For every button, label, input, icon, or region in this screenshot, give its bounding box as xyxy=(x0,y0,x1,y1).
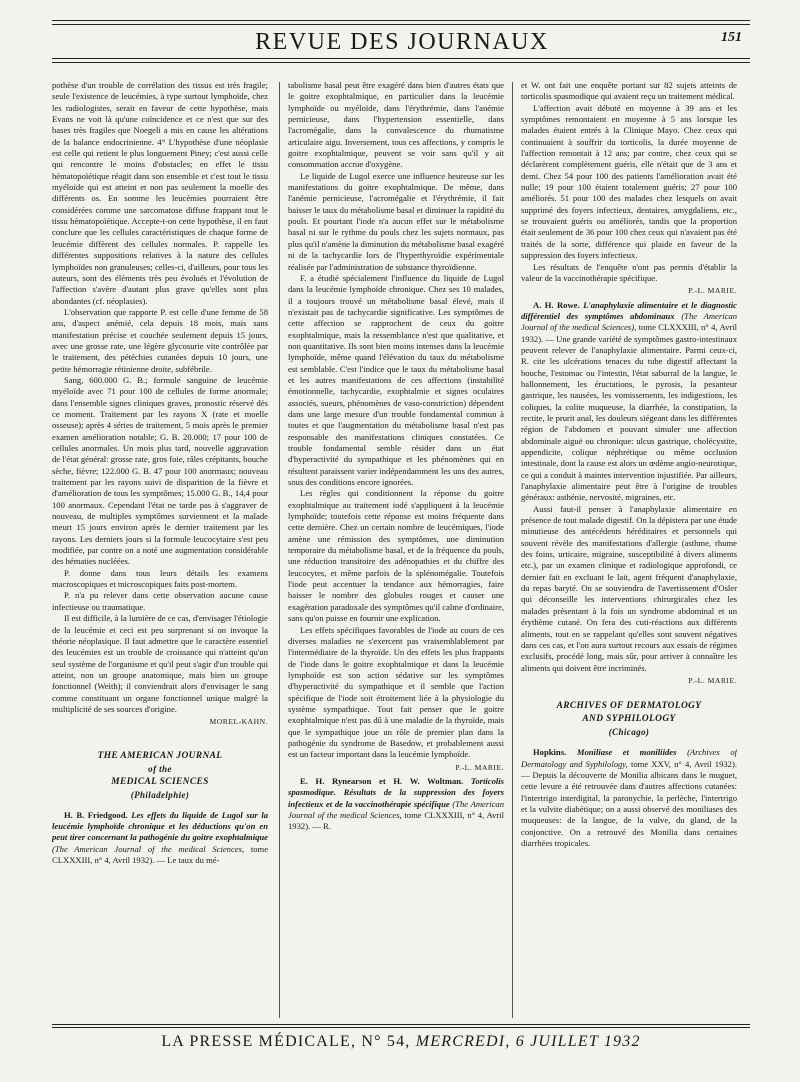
column-2 xyxy=(288,80,504,1016)
page-header xyxy=(52,18,750,64)
author-signature: P.-L. MARIE. xyxy=(688,675,737,685)
page-footer xyxy=(52,1024,750,1058)
article-reference: (Archives of Dermatology and Syphilology, xyxy=(521,747,737,769)
paragraph: L'observation que rapporte P. est celle d'une femme de 58 ans, d'aspect anémié, cela depuis 18 mois, mais sans manifestation précise et couchée seulement depuis 15 jours, avec une grosse rate, une légère glycosurie vite contrôlée par le traitement, des pétéchies cutanées depuis 10 jours, une petite hémorragie rétinienne droite, subfébrile. xyxy=(52,306,268,374)
journal-heading xyxy=(52,750,268,802)
paragraph: Le liquide de Lugol exerce une influence heureuse sur les manifestations du goitre exophtalmique. De même, dans l'anémie pernicieuse, l'acromégalie et l'érythrémie, il fait baisser le taux du métabolisme basal et diminuer la rapidité du pouls. Et pourtant l'iode n'a aucun effet sur le métabolisme basal ni sur le rythme du pouls chez les sujets normaux, pas plus qu'il n'amène la diminution du métabolisme basal exagéré ni de la tachycardie lors de l'hyperthyroïdie expérimentale réalisée par l'administration de substance thyroïdienne. xyxy=(288,170,504,272)
section-title: REVUE DES JOURNAUX xyxy=(255,29,549,55)
paragraph: et W. ont fait une enquête portant sur 82 sujets atteints de torticolis spasmodique qui avaient reçu un traitement médical. xyxy=(521,80,737,102)
article-title: Moniliase et moniliides xyxy=(576,747,677,758)
journal-heading-line: of the xyxy=(148,763,172,774)
article-text: tome CLXXXIII, n° 4, Avril 1932). — Une grande variété de symptômes gastro-intestinaux peuvent relever de l'anaphylaxie alimentaire. Parmi ceux-ci, R. cite les ulcérations tenaces du tube digestif affectant la bouche, l'estomac ou l'intestin, l'état saburral de la langue, le ballonnement, les éructations, le pyrosis, la pesanteur gastrique, les nausées, les vomissements, les indigestions, les coliques, la colite muqueuse, la diarrhée, la constipation, la rectite, le prurit anal, les douleurs siégeant dans les différentes région de l'abdomen et pouvant simuler une affection abdominale aiguë ou chronique: ulcus gastrique, cholécystite, appendicite, colique néphrétique ou même occlusion intestinale, dont la cause est alors un œdème angio-neurotique, ce qui a conduit à maintes intervention injustifiée. Par ailleurs, l'anaphylaxie alimentaire peut être à l'origine de troubles généraux: asthénie, nervosité, migraines, etc. xyxy=(521,322,737,503)
article-title: Les effets du liquide de Lugol sur la leucémie lymphoïde chronique et les déductions qu'on en peut tirer concernant la pathogénie du goitre exophtalmique xyxy=(52,809,268,843)
header-rule-bottom-thin xyxy=(52,58,750,59)
article-abstract xyxy=(521,300,737,504)
journal-heading-line: AND SYPHILOLOGY xyxy=(582,714,676,725)
footer-rule-thin xyxy=(52,1027,750,1028)
author-signature: MOREL-KAHN. xyxy=(209,717,268,727)
article-reference: (The American Journal of the medical Sciences), xyxy=(521,310,737,333)
column-3 xyxy=(521,80,737,1016)
journal-heading-line: THE AMERICAN JOURNAL xyxy=(97,750,223,761)
article-author: Hopkins. xyxy=(533,747,567,758)
author-signature: P.-L. MARIE. xyxy=(455,762,504,772)
page-number: 151 xyxy=(721,30,742,45)
header-rule-top-thin xyxy=(52,24,750,25)
article-abstract xyxy=(52,810,268,867)
article-author: A. H. Rowe. xyxy=(533,299,580,310)
column-1 xyxy=(52,80,268,1016)
paragraph: Aussi faut-il penser à l'anaphylaxie alimentaire en présence de tout malade digestif. On la dépistera par une étude minutieuse des antécédents héréditaires et personnels qui souvent révèle des manifestations d'allergie (asthme, rhume des foins, urticaire, migraine, susceptibilité à divers aliments etc.), par un examen clinique et radiologique approfondi, ce dernier fait en excluant le lait, agent fréquent d'anaphylaxie, du repas baryté. On se souviendra de l'avertissement d'Osler qui déconseille les interventions chirurgicales chez les malades présentant à la fois un syndrome abdominal et un érythème cutané. On fera des cuti-réactions aux différents aliments, tout en se rappelant qu'elles sont souvent négatives dans ces cas, et l'on aura surtout recours aux essais de régimes exclusifs, procédé long, mais sûr, pour arriver à connaître les aliments qui doivent être incriminés. xyxy=(521,503,737,673)
article-abstract xyxy=(288,776,504,833)
journal-heading xyxy=(521,700,737,739)
article-reference: (The American Journal of the medical Sciences, xyxy=(52,843,245,854)
paragraph: F. a étudié spécialement l'influence du liquide de Lugol dans la leucémie lymphoïde chronique. Chez ses 10 malades, il a toujours trouvé un métabolisme basal élevé, mais il n'existait pas de tachycardie significative. Les symptômes de cette affection se rapprochent de ceux du goitre exophtalmique, mais la ressemblance n'est que qualitative, et non quantitative. Ils sont bien moins intenses dans la leucémie lymphoïde, même quand l'élévation du taux du métabolisme est semblable. C'est l'indice que le taux du métabolisme basal et les autres manifestations de ces affections (instabilité émotionnelle, tachycardie, exophtalmie et signes oculaires associés, sueurs, phénomènes de vaso-constriction) dépendent dans une large mesure d'un trouble fondamental commun à toutes et que l'augmentation du métabolisme basal n'est pas responsable des manifestations cliniques constatées. Ce trouble fondamental semble résider dans un état d'hyperactivité du sympathique et les phénomènes qui en résultent paraissent varier indépendamment les uns des autres, sous des conditions encore ignorées. xyxy=(288,272,504,488)
paragraph: Les règles qui conditionnent la réponse du goitre exophtalmique au traitement iodé s'appliquent à la leucémie lymphoïde; toutefois cette réponse est moins fréquente dans cette dernière. Chez un certain nombre de leucémiques, l'iode amène une rémission des symptômes, une diminution temporaire du métabolisme basal, et de la fréquence du pouls, une réduction transitoire des adénopathies et du chiffre des leucocytes, et même parfois de la splénomégalie. Toutefois l'iode peut accentuer la tendance aux hémorragies, faire baisser le nombre des globules rouges et causer une exagération paradoxale des symptômes qu'il calme d'ordinaire, sans qu'on puisse en fournir une explication. xyxy=(288,488,504,624)
header-rule-top xyxy=(52,20,750,21)
paragraph: Il est difficile, à la lumière de ce cas, d'envisager l'étiologie de la leucémie et ceci est peu surprenant si on invoque la théorie néoplasique. Il faut admettre que le caractère essentiel des leucémies est un trouble de croissance qui n'atteint qu'un seul système de l'organisme et qu'il peut s'agir d'un trouble qui atteint, non un groupe anatomique, mais bien un groupe fonctionnel (Weith); il conviendrait alors d'envisager le sang comme constituant un organe fonctionnel unique malgré la multiplicité de ses sources d'origine. xyxy=(52,613,268,714)
paragraph: Sang, 600.000 G. B.; formule sanguine de leucémie myéloïde avec 71 pour 100 de cellules de forme anormale; dans l'ensemble signes cliniques graves, pronostic réservé dès ce moment. Traitement par les rayons X (rate et moelle osseuse); après 4 séries de traitement, 5 mois après le premier examen amélioration notable; G. B. 20.000; 17 pour 100 de cellules anormales. Un mois plus tard, nouvelle aggravation de l'état général: grosse rate, gros foie, râles crépitants, bouche sèche, fièvre; 122.000 G. B. 47 pour 100 anormaux; nouveau traitement par les rayons suivi de disparition de la fièvre et d'amélioration de tous les symptômes; 15.000 G. B., 14,4 pour 100 anormaux. Cependant l'état ne tarde pas à s'aggraver de nouveau, de multiples symptômes surviennent et la malade meurt 15 jours environ après le dernier traitement par les rayons. Les derniers jours si la formule leucocytaire s'est peu modifiée, par contre on a noté une augmentation considérable des hématies nucléées. xyxy=(52,374,268,567)
paragraph: tabolisme basal peut être exagéré dans bien d'autres états que le goitre exophtalmique, en particulier dans la leucémie lymphoïde ou myéloïde, dans l'érythrémie, dans l'anémie pernicieuse, dans l'hypertension essentielle, dans l'acromégalie, dans la convalescence du rhumatisme articulaire aigu. Inversement, tous ces affections, y compris le goitre exophtalmique, peuvent se voir sans qu'il y ait consommation accrue d'oxygène. xyxy=(288,80,504,170)
column-divider-1 xyxy=(279,82,280,1018)
paragraph: L'affection avait débuté en moyenne à 39 ans et les symptômes remontaient en moyenne à 5 ans lorsque les malades étaient entrés à la Clinique Mayo. Chez ceux qui continuaient à souffrir du torticolis, la durée moyenne de l'affection remontait à 12 ans; par contre, chez ceux qui se déclarèrent complètement guéris, elle n'était que de 3 ans et demi. Chez 54 pour 100 des patients l'amélioration avait été nulle; 19 pour 100 étaient totalement guéris; 27 pour 100 améliorés. 51 pour 100 des malades chez lesquels on avait supprimé des foyers infectieux, dentaires, amygdaliens, etc., se trouvaient guéris ou améliorés, tandis que la proportion était seulement de 36 pour 100 chez ceux qui n'avaient pas été traités de la sorte, différence qui plaide en faveur de la suppression des foyers infectieux. xyxy=(521,102,737,261)
article-text: tome CLXXXIII, n° 4, Avril 1932). — R. xyxy=(288,810,504,832)
article-author: E. H. Rynearson et H. W. Woltman. xyxy=(300,775,464,786)
footer-line xyxy=(52,1033,750,1051)
journal-heading-line: MEDICAL SCIENCES xyxy=(111,776,209,787)
journal-heading-line: ARCHIVES OF DERMATOLOGY xyxy=(556,701,702,712)
article-abstract xyxy=(521,747,737,849)
issue-date: MERCREDI, 6 JUILLET 1932 xyxy=(415,1033,641,1050)
issue-number: N° 54, xyxy=(361,1033,411,1050)
article-text: tome CLXXXIII, n° 4, Avril 1932). — Le taux du mé- xyxy=(52,843,268,865)
article-text: tome XXV, n° 4, Avril 1932). — Depuis la découverte de Monilia albicans dans le muguet, cette levure a été retrouvée dans d'autres affections cutanées: l'intertrigo interdigital, la paronychie, la perlèche, l'intertrigo et la vulvite diabétique; on a aussi observé des moniliases des muqueuses: de la langue, de la vulve, du gland, de la conjonctive. On a retrouvé des Monilia dans certaines diarrhées tropicales. xyxy=(521,758,737,848)
journal-heading-line: (Chicago) xyxy=(608,727,650,738)
journal-heading-line: (Philadelphie) xyxy=(130,789,190,800)
publication-name: LA PRESSE MÉDICALE, xyxy=(161,1033,357,1050)
paragraph: P. donne dans tous leurs détails les examens macroscopiques et microscopiques faits post-mortem. xyxy=(52,567,268,590)
paragraph: pothèse d'un trouble de corrélation des tissus est très fragile; seule l'existence de leucémies, à type surtout lymphoïde, chez les radiologistes, serait en faveur de cette hypothèse, mais Evans ne voit là qu'une coïncidence et ce n'est que sur des bases très fragiles que Noegeli a mis en cause les altérations de la balance endocrinienne. 4° L'hypothèse d'une néoplasie est celle qui retient le plus longuement Piney; c'est aussi celle qui rencontre le moins d'obstacles; en effet le tissu hématopoïétique réagit dans son ensemble et c'est tout le tissu myéloïde qui est atteint et non pas seulement la moelle des différents os. En somme les leucémies pourraient être considérées comme une sarcomatose diffuse frappant tout le tissu hématopoïétique. Accepte-t-on cette hypothèse, il en faut conclure que les cellules caractéristiques de chaque forme de leucémie diffèrent des cellules normales. P. rappelle les différentes suppositions relatives à la nature des cellules lymphoïdes non granuleuses; celles-ci, d'ailleurs, pour tous les auteurs, sont des éléments très peu évolués et l'évolution de l'affection s'avère d'autant plus grave qu'elles sont plus abondantes (cf. néoplasies). xyxy=(52,80,268,306)
article-reference: (The American Journal of the medical Sciences, xyxy=(288,798,504,820)
column-divider-2 xyxy=(512,82,513,1018)
author-signature: P.-L. MARIE. xyxy=(688,286,737,296)
footer-rule xyxy=(52,1024,750,1025)
paragraph: P. n'a pu relever dans cette observation aucune cause infectieuse ou traumatique. xyxy=(52,590,268,612)
header-rule-bottom xyxy=(52,62,750,63)
paragraph: Les effets spécifiques favorables de l'iode au cours de ces diverses maladies ne s'exercent pas vraisemblablement par l'intermédiaire de la thyroïde. Un des effets les plus frappants de l'iode dans le goitre exophtalmique et dans la leucémie lymphoïde est son action sédative sur les symptômes d'hyperactivité du sympathique et il semble que l'action spécifique de l'iode soit étroitement liée à la physiologie du système sympathique. Tout fait penser que le goitre exophtalmique n'est pas dû à une maladie de la thyroïde, mais que le sympathique joue un rôle de premier plan dans la pathogénie du syndrome de Basedow, et probablement aussi est un facteur important dans la leucémie lymphoïde. xyxy=(288,624,504,760)
article-title: L'anaphylaxie alimentaire et le diagnostic différentiel des symptômes abdominaux xyxy=(521,299,737,321)
article-author: H. B. Friedgood. xyxy=(64,809,128,820)
paragraph: Les résultats de l'enquête n'ont pas permis d'établir la valeur de la vaccinothérapie spécifique. xyxy=(521,261,737,283)
article-title: Torticolis spasmodique. Résultats de la suppression des foyers infectieux et de la vaccinothérapie spécifique xyxy=(288,775,504,809)
